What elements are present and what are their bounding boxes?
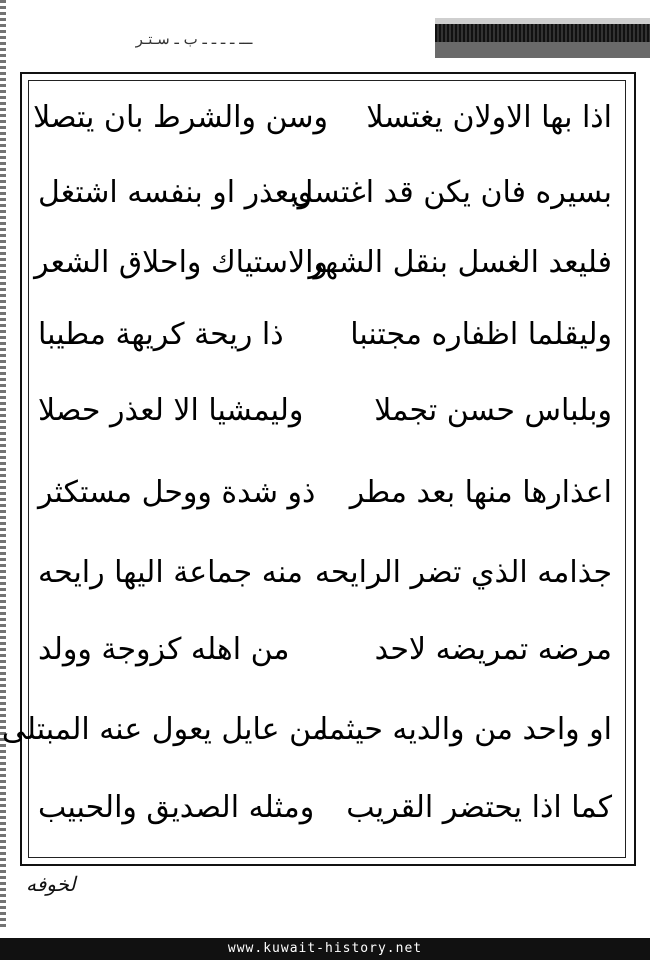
footer-url: www.kuwait-history.net <box>227 941 423 956</box>
verse-first-hemistich: جذامه الذي تضر الرايحه <box>314 555 612 590</box>
verse-second-hemistich: ذا ريحة كريهة مطيبا <box>38 317 284 352</box>
verse-row <box>34 463 618 523</box>
verse-row <box>34 305 618 365</box>
verse-second-hemistich: والاستياك واحلاق الشعر <box>34 245 328 280</box>
verse-first-hemistich: فليعد الغسل بنقل الشهر <box>308 245 612 280</box>
verse-second-hemistich: من عايل يعول عنه المبتلى <box>1 712 328 747</box>
verse-row <box>34 88 618 148</box>
verse-row <box>34 543 618 603</box>
verse-first-hemistich: او واحد من والديه حيثما <box>319 712 612 747</box>
verse-row <box>34 381 618 441</box>
verse-second-hemistich: وبعذر او بنفسه اشتغل <box>38 175 313 210</box>
footer-watermark-bar <box>0 938 650 960</box>
verse-second-hemistich: منه جماعة اليها رايحه <box>38 555 303 590</box>
verse-second-hemistich: ومثله الصديق والحبيب <box>38 790 315 825</box>
verse-list <box>1 88 618 848</box>
verse-first-hemistich: مرضه تمريضه لاحد <box>374 632 612 667</box>
verse-second-hemistich: من اهله كزوجة وولد <box>38 632 290 667</box>
verse-first-hemistich: وبلباس حسن تجملا <box>374 393 612 428</box>
header-note: ـــ ـ ـ ـ ـ ب ـ سـتـر <box>135 30 253 48</box>
verse-second-hemistich: وليمشيا الا لعذر حصلا <box>38 393 304 428</box>
verse-first-hemistich: وليقلما اظفاره مجتنبا <box>350 317 612 352</box>
verse-first-hemistich: بسيره فان يكن قد اغتسل <box>291 175 612 210</box>
verse-row <box>34 163 618 223</box>
catchword: لخوفه <box>26 872 76 896</box>
verse-row <box>34 233 618 293</box>
verse-first-hemistich: كما اذا يحتضر القريب <box>346 790 612 825</box>
verse-first-hemistich: اذا بها الاولان يغتسلا <box>366 100 612 135</box>
verse-row <box>34 778 618 838</box>
verse-row <box>34 620 618 680</box>
scan-corner-artifact <box>435 0 650 58</box>
verse-row <box>1 700 618 760</box>
verse-second-hemistich: وسن والشرط بان يتصلا <box>33 100 328 135</box>
verse-first-hemistich: اعذارها منها بعد مطر <box>349 475 612 510</box>
verse-second-hemistich: ذو شدة ووحل مستكثر <box>38 475 316 510</box>
binding-edge <box>0 0 6 930</box>
